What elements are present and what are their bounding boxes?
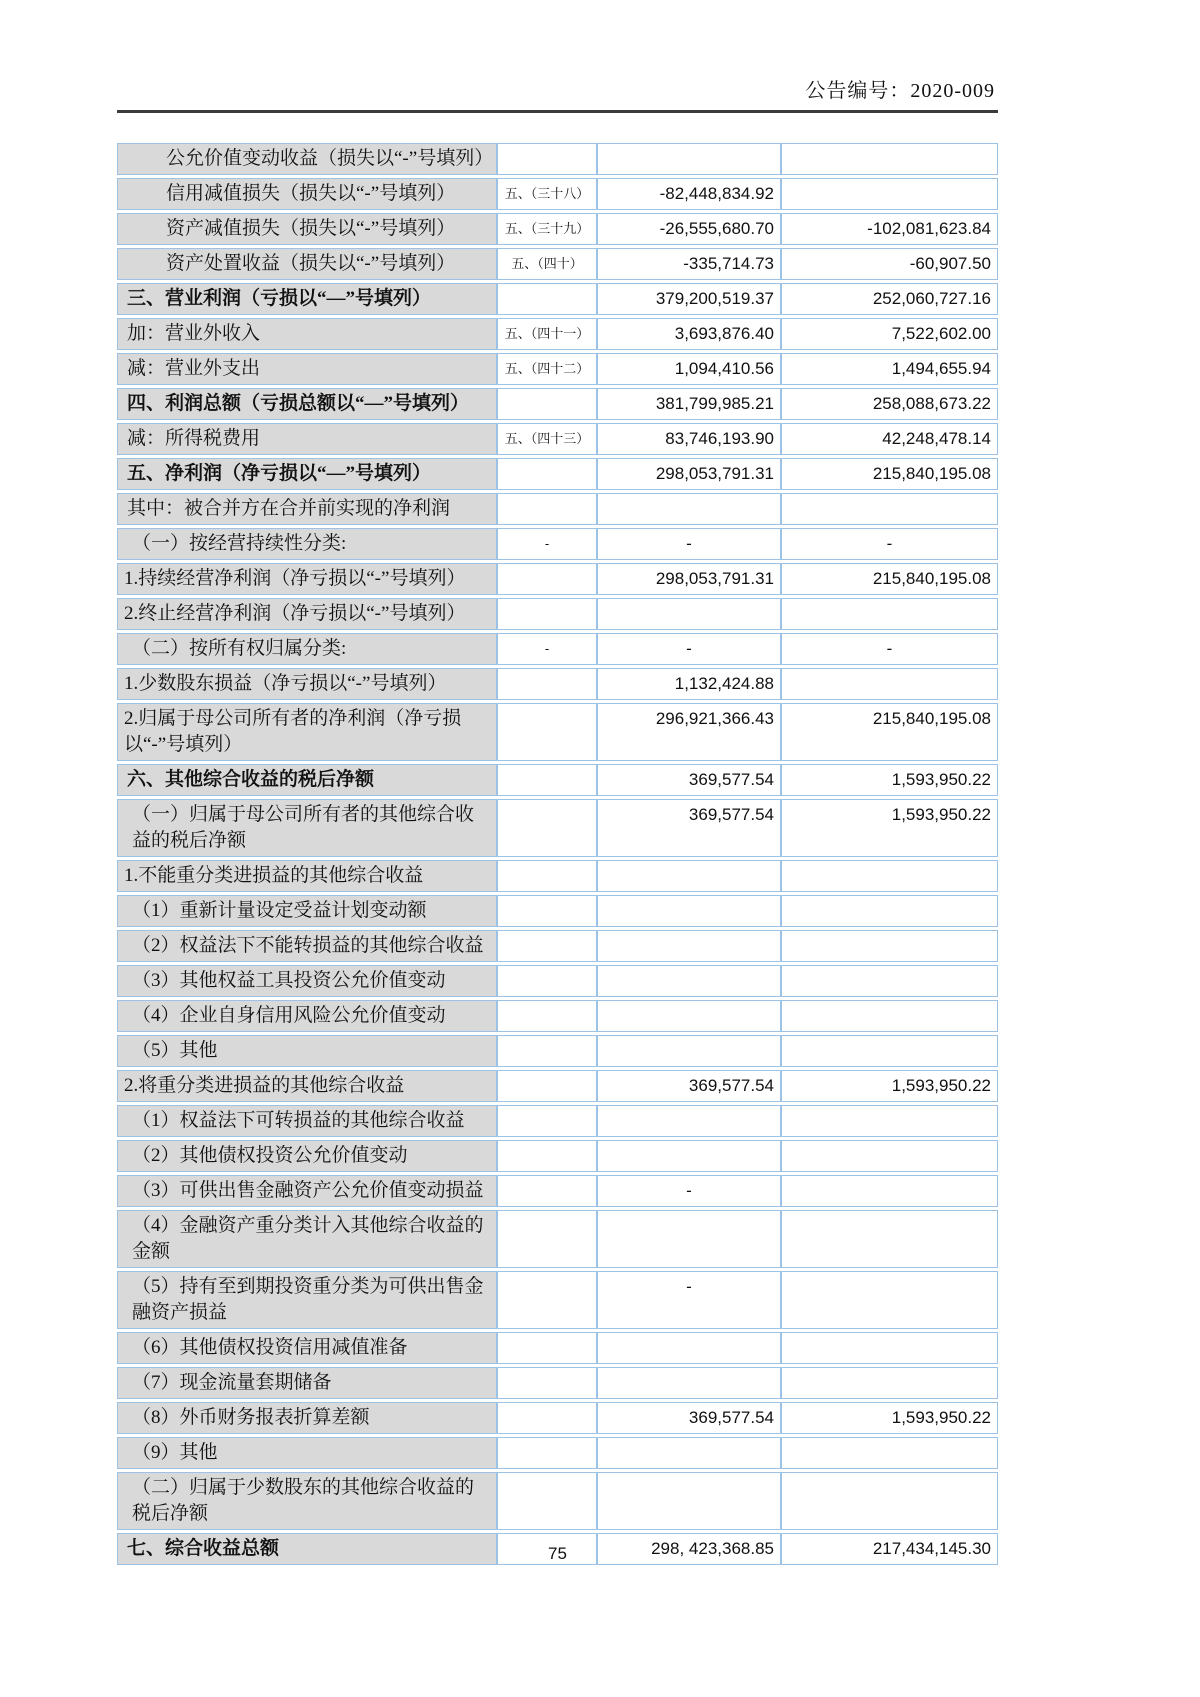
current-amount-cell: 379,200,519.37 [597,283,781,315]
item-cell: （一）按经营持续性分类: [117,528,497,560]
prior-amount-cell [781,1140,998,1172]
prior-amount-cell [781,493,998,525]
table-row [117,493,998,525]
item-cell: 2.将重分类进损益的其他综合收益 [117,1070,497,1102]
item-cell: （5）其他 [117,1035,497,1067]
item-cell: 减：营业外支出 [117,353,497,385]
note-cell [497,1332,597,1364]
item-cell: 1.不能重分类进损益的其他综合收益 [117,860,497,892]
note-cell [497,493,597,525]
table-row [117,1140,998,1172]
prior-amount-cell [781,1035,998,1067]
current-amount-cell: 298,053,791.31 [597,458,781,490]
current-amount-cell: 296,921,366.43 [597,703,781,761]
prior-amount-cell [781,1105,998,1137]
item-cell: 七、综合收益总额 [117,1533,497,1565]
item-cell: 1.少数股东损益（净亏损以“-”号填列） [117,668,497,700]
prior-amount-cell [781,1210,998,1268]
item-cell: 减：所得税费用 [117,423,497,455]
item-cell: （3）其他权益工具投资公允价值变动 [117,965,497,997]
prior-amount-cell [781,178,998,210]
note-cell [497,1175,597,1207]
note-cell [497,965,597,997]
note-cell [497,563,597,595]
prior-amount-cell [781,895,998,927]
current-amount-cell [597,1437,781,1469]
table-row [117,633,998,665]
prior-amount-cell [781,1332,998,1364]
table-row [117,799,998,857]
table-row [117,143,998,175]
table-row [117,1070,998,1102]
current-amount-cell: 298,053,791.31 [597,563,781,595]
current-amount-cell: 3,693,876.40 [597,318,781,350]
item-cell: 四、利润总额（亏损总额以“—”号填列） [117,388,497,420]
current-amount-cell: -26,555,680.70 [597,213,781,245]
note-cell [497,1070,597,1102]
current-amount-cell [597,1332,781,1364]
current-amount-cell: -335,714.73 [597,248,781,280]
current-amount-cell [597,895,781,927]
note-cell [497,598,597,630]
current-amount-cell: 1,132,424.88 [597,668,781,700]
note-cell [497,1210,597,1268]
prior-amount-cell [781,860,998,892]
prior-amount-cell [781,930,998,962]
table-row [117,860,998,892]
item-cell: （3）可供出售金融资产公允价值变动损益 [117,1175,497,1207]
item-cell: 其中：被合并方在合并前实现的净利润 [117,493,497,525]
prior-amount-cell [781,668,998,700]
table-row [117,965,998,997]
prior-amount-cell [781,965,998,997]
note-cell [497,1105,597,1137]
current-amount-cell: 369,577.54 [597,799,781,857]
note-cell [497,1000,597,1032]
item-cell: 三、营业利润（亏损以“—”号填列） [117,283,497,315]
item-cell: （7）现金流量套期储备 [117,1367,497,1399]
note-cell [497,1437,597,1469]
note-cell: 五、（四十二） [497,353,597,385]
table-row [117,1367,998,1399]
current-amount-cell [597,1472,781,1530]
income-statement-table [117,140,998,1568]
prior-amount-cell: - [781,528,998,560]
current-amount-cell: - [597,1271,781,1329]
current-amount-cell [597,965,781,997]
prior-amount-cell: 1,593,950.22 [781,764,998,796]
item-cell: （9）其他 [117,1437,497,1469]
table-row [117,764,998,796]
item-cell: 五、净利润（净亏损以“—”号填列） [117,458,497,490]
prior-amount-cell: 215,840,195.08 [781,703,998,761]
table-row [117,458,998,490]
prior-amount-cell [781,1000,998,1032]
table-row [117,178,998,210]
prior-amount-cell: 215,840,195.08 [781,458,998,490]
note-cell [497,458,597,490]
current-amount-cell: 369,577.54 [597,1402,781,1434]
note-cell: - [497,633,597,665]
item-cell: （2）其他债权投资公允价值变动 [117,1140,497,1172]
note-cell [497,860,597,892]
note-cell [497,388,597,420]
prior-amount-cell: 217,434,145.30 [781,1533,998,1565]
item-cell: （8）外币财务报表折算差额 [117,1402,497,1434]
prior-amount-cell [781,1367,998,1399]
item-cell: （2）权益法下不能转损益的其他综合收益 [117,930,497,962]
table-row [117,1437,998,1469]
table-row [117,930,998,962]
note-cell [497,895,597,927]
prior-amount-cell: 258,088,673.22 [781,388,998,420]
prior-amount-cell: - [781,633,998,665]
prior-amount-cell: 1,593,950.22 [781,799,998,857]
item-cell: 公允价值变动收益（损失以“-”号填列） [117,143,497,175]
item-cell: （一）归属于母公司所有者的其他综合收益的税后净额 [117,799,497,857]
item-cell: 2.归属于母公司所有者的净利润（净亏损以“-”号填列） [117,703,497,761]
note-cell [497,1271,597,1329]
prior-amount-cell: 1,593,950.22 [781,1070,998,1102]
current-amount-cell [597,1035,781,1067]
item-cell: 资产减值损失（损失以“-”号填列） [117,213,497,245]
header-divider [117,110,998,113]
item-cell: （1）重新计量设定受益计划变动额 [117,895,497,927]
current-amount-cell [597,598,781,630]
page-number: 75 [548,1544,567,1563]
prior-amount-cell [781,1437,998,1469]
note-cell: 五、（四十） [497,248,597,280]
note-cell: 五、（三十八） [497,178,597,210]
table-row [117,423,998,455]
table-row [117,283,998,315]
current-amount-cell [597,1367,781,1399]
item-cell: 加：营业外收入 [117,318,497,350]
table-row [117,318,998,350]
note-cell: 五、（三十九） [497,213,597,245]
current-amount-cell: - [597,1175,781,1207]
table-row [117,703,998,761]
table-row [117,598,998,630]
item-cell: （4）金融资产重分类计入其他综合收益的金额 [117,1210,497,1268]
current-amount-cell [597,860,781,892]
current-amount-cell: 369,577.54 [597,764,781,796]
table-row [117,388,998,420]
prior-amount-cell [781,143,998,175]
table-row [117,248,998,280]
item-cell: 2.终止经营净利润（净亏损以“-”号填列） [117,598,497,630]
note-cell [497,143,597,175]
item-cell: （4）企业自身信用风险公允价值变动 [117,1000,497,1032]
prior-amount-cell [781,1472,998,1530]
note-cell [497,930,597,962]
table-row [117,1000,998,1032]
prior-amount-cell: -102,081,623.84 [781,213,998,245]
prior-amount-cell: 7,522,602.00 [781,318,998,350]
table-row [117,563,998,595]
current-amount-cell [597,1105,781,1137]
prior-amount-cell [781,598,998,630]
item-cell: （5）持有至到期投资重分类为可供出售金融资产损益 [117,1271,497,1329]
item-cell: （6）其他债权投资信用减值准备 [117,1332,497,1364]
prior-amount-cell: 1,593,950.22 [781,1402,998,1434]
prior-amount-cell: 215,840,195.08 [781,563,998,595]
prior-amount-cell: -60,907.50 [781,248,998,280]
note-cell [497,1402,597,1434]
income-statement-body [117,143,998,1565]
table-row [117,1271,998,1329]
note-cell [497,668,597,700]
item-cell: （二）按所有权归属分类: [117,633,497,665]
current-amount-cell: 381,799,985.21 [597,388,781,420]
item-cell: 六、其他综合收益的税后净额 [117,764,497,796]
current-amount-cell: 369,577.54 [597,1070,781,1102]
table-row [117,1332,998,1364]
note-cell [497,1035,597,1067]
item-cell: 资产处置收益（损失以“-”号填列） [117,248,497,280]
current-amount-cell [597,1210,781,1268]
note-cell [497,799,597,857]
table-row [117,1035,998,1067]
note-cell [497,764,597,796]
note-cell: 五、（四十一） [497,318,597,350]
prior-amount-cell [781,1271,998,1329]
current-amount-cell: 1,094,410.56 [597,353,781,385]
item-cell: 信用减值损失（损失以“-”号填列） [117,178,497,210]
table-row [117,213,998,245]
item-cell: （1）权益法下可转损益的其他综合收益 [117,1105,497,1137]
note-cell [497,283,597,315]
item-cell: （二）归属于少数股东的其他综合收益的税后净额 [117,1472,497,1530]
current-amount-cell [597,1140,781,1172]
current-amount-cell: - [597,528,781,560]
prior-amount-cell: 42,248,478.14 [781,423,998,455]
current-amount-cell [597,1000,781,1032]
current-amount-cell: 298, 423,368.85 [597,1533,781,1565]
table-row [117,668,998,700]
announcement-number: 公告编号：2020-009 [805,80,995,102]
table-row [117,1105,998,1137]
prior-amount-cell: 252,060,727.16 [781,283,998,315]
current-amount-cell: -82,448,834.92 [597,178,781,210]
note-cell [497,703,597,761]
table-row [117,1175,998,1207]
table-row [117,1472,998,1530]
prior-amount-cell: 1,494,655.94 [781,353,998,385]
table-row [117,895,998,927]
current-amount-cell: - [597,633,781,665]
note-cell [497,1367,597,1399]
note-cell: - [497,528,597,560]
prior-amount-cell [781,1175,998,1207]
note-cell [497,1140,597,1172]
current-amount-cell: 83,746,193.90 [597,423,781,455]
table-row [117,528,998,560]
note-cell [497,1472,597,1530]
table-row [117,353,998,385]
table-row [117,1402,998,1434]
current-amount-cell [597,143,781,175]
table-row [117,1210,998,1268]
note-cell: 五、（四十三） [497,423,597,455]
current-amount-cell [597,930,781,962]
item-cell: 1.持续经营净利润（净亏损以“-”号填列） [117,563,497,595]
current-amount-cell [597,493,781,525]
